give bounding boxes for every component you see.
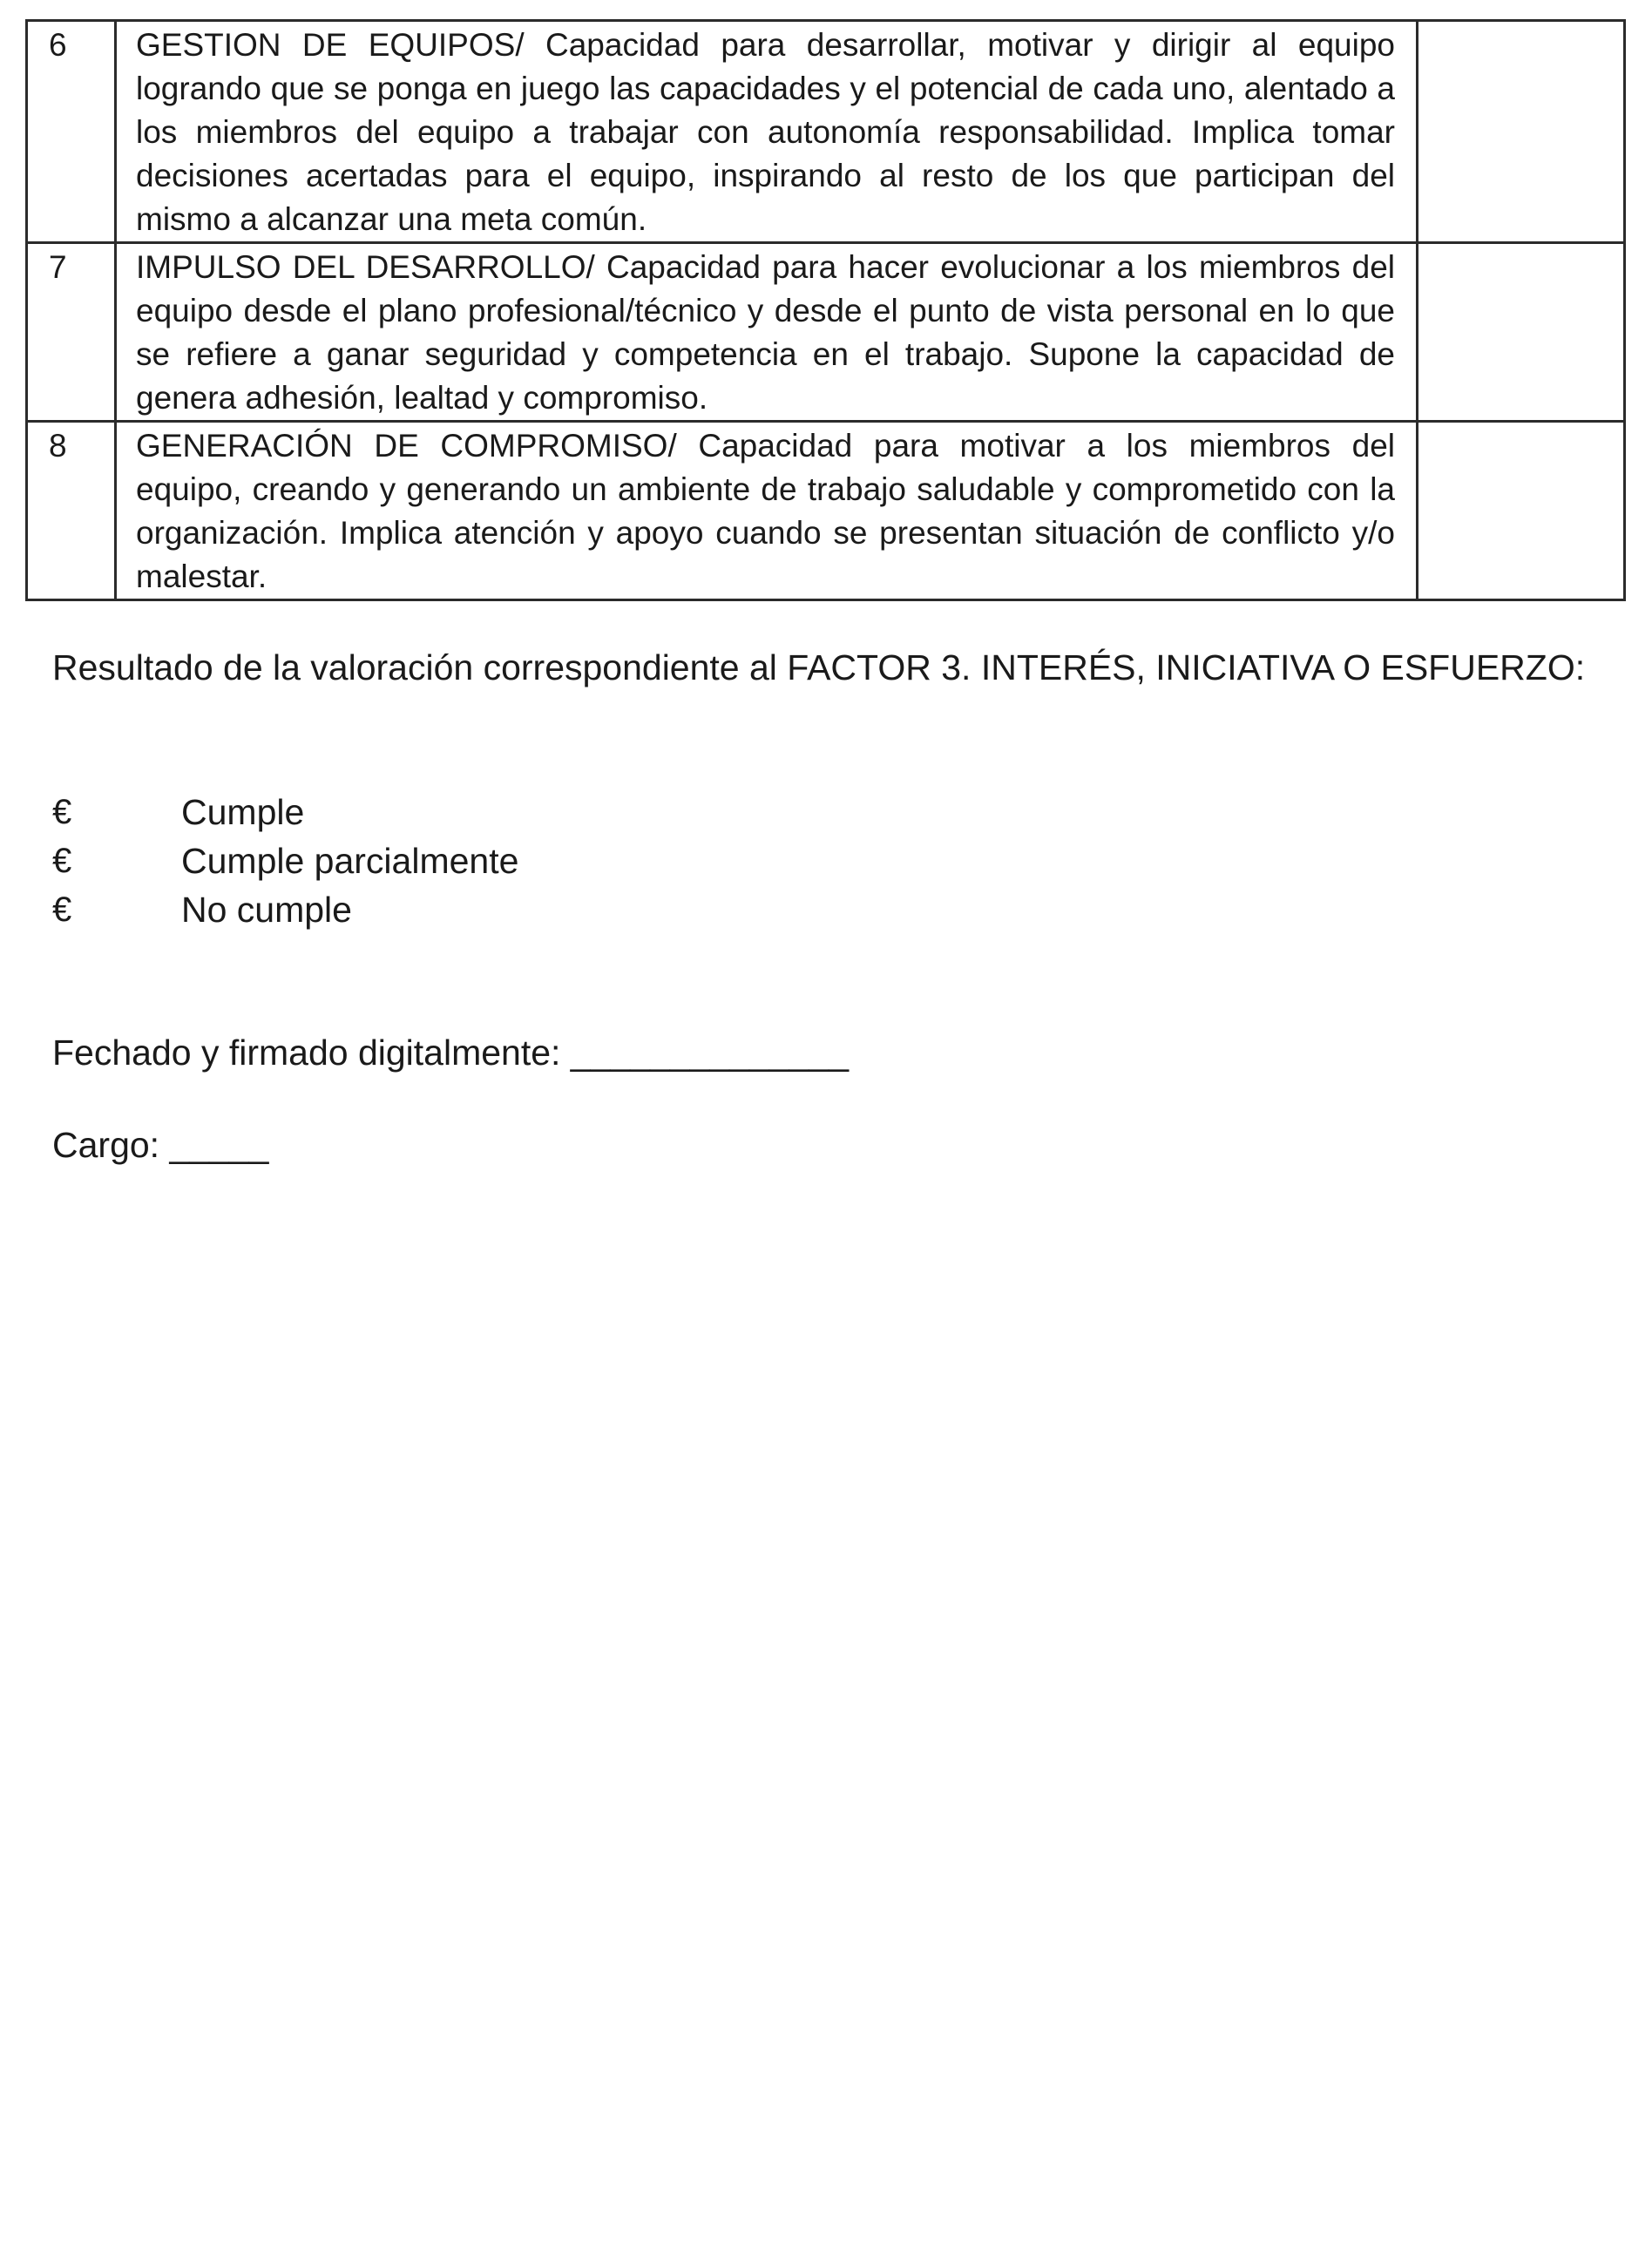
competencies-table <box>25 19 1626 601</box>
option-label: Cumple parcialmente <box>181 840 519 881</box>
table-row <box>27 422 1625 600</box>
row-number: 7 <box>27 243 116 422</box>
row-score-cell[interactable] <box>1418 21 1625 243</box>
option-cumple-parcialmente[interactable] <box>52 836 836 885</box>
row-number: 6 <box>27 21 116 243</box>
row-description: GESTION DE EQUIPOS/ Capacidad para desarrollar, motivar y dirigir al equipo logrando que se ponga en juego las capacidades y el potencial de cada uno, alentado a los miembros del equipo a trabajar con autonomía responsabilidad. Implica tomar decisiones acertadas para el equipo, inspirando al resto de los que participan del mismo a alcanzar una meta común. <box>116 21 1418 243</box>
signature-line[interactable]: Fechado y firmado digitalmente: ______________ <box>52 1033 850 1073</box>
row-score-cell[interactable] <box>1418 243 1625 422</box>
option-label: Cumple <box>181 791 305 832</box>
result-options <box>52 788 836 934</box>
checkbox-marker[interactable]: € <box>52 841 72 880</box>
option-cumple[interactable] <box>52 788 836 836</box>
option-no-cumple[interactable] <box>52 885 836 934</box>
checkbox-marker[interactable]: € <box>52 890 72 929</box>
row-score-cell[interactable] <box>1418 422 1625 600</box>
row-description: GENERACIÓN DE COMPROMISO/ Capacidad para motivar a los miembros del equipo, creando y generando un ambiente de trabajo saludable y comprometido con la organización. Implica atención y apoyo cuando se presentan situación de conflicto y/o malestar. <box>116 422 1418 600</box>
row-number: 8 <box>27 422 116 600</box>
position-line[interactable]: Cargo: _____ <box>52 1125 269 1165</box>
checkbox-marker[interactable]: € <box>52 792 72 831</box>
factor-result-heading: Resultado de la valoración correspondiente al FACTOR 3. INTERÉS, INICIATIVA O ESFUERZO: <box>52 647 1586 687</box>
option-label: No cumple <box>181 889 352 930</box>
row-description: IMPULSO DEL DESARROLLO/ Capacidad para hacer evolucionar a los miembros del equipo desde el plano profesional/técnico y desde el punto de vista personal en lo que se refiere a ganar seguridad y competencia en el trabajo. Supone la capacidad de genera adhesión, lealtad y compromiso. <box>116 243 1418 422</box>
table-row <box>27 21 1625 243</box>
table-row <box>27 243 1625 422</box>
